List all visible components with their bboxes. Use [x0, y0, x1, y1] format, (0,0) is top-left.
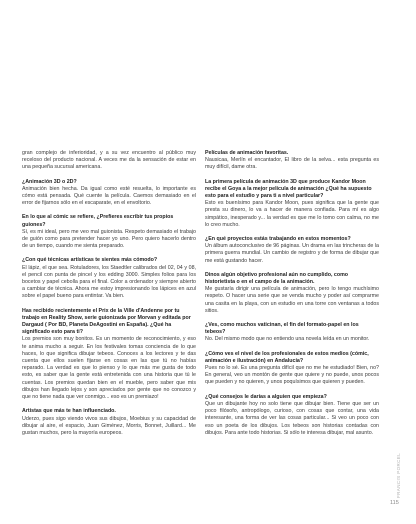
qa-block [22, 408, 196, 437]
answer-text: Me gustaría dirigir una película de animación, pero lo tengo muchísimo respeto. O hacer una serie que se venda mucho y poder así comprarme una casita en la playa, con un estudio en una torre con ventanas a todos sitios. [205, 286, 379, 314]
question-heading: ¿Cómo ves el nivel de los profesionales de estos medios (cómic, animación e ilustración) en Andalucía? [205, 350, 369, 364]
answer-text: No. Del mismo modo que no entiendo una novela leída en un monitor. [205, 336, 370, 343]
qa-block [205, 351, 379, 387]
qa-block [205, 236, 379, 265]
qa-block [205, 272, 379, 315]
vertical-side-label: FRANCIS PORCEL [396, 452, 401, 498]
answer-text: Pues no lo sé. Es una pregunta difícil que no me he estudiado! Bien, no? En general, veo un montón de gente que quiere y no puede, unos pocos que pueden y no quieren, y unos poquísimos que quieren y pueden. [205, 365, 379, 386]
answer-text: Nausicaa, Merlín el encantador, El libro de la selva... esta pregunta es muy difícil, dame otra. [205, 157, 379, 171]
qa-block [22, 179, 196, 208]
answer-text: Un álbum autoconclusivo de 96 páginas. Un drama en las trincheras de la primera guerra mundial. Un cambio de registro y de forma de dibujar que me está gustando hacer. [205, 243, 379, 264]
qa-block [22, 150, 196, 172]
question-heading: ¿En qué proyectos estás trabajando en estos momentos? [205, 236, 351, 243]
answer-text: Esto es buenísimo para Kandor Moon, pues significa que la gente que presta su dinero, lo va a hacer de manera confiada. Para mí es algo simpático, inesperado y... la verdad es que me lo tomo con calma, no me lo creo mucho. [205, 200, 379, 228]
question-heading: ¿Con qué técnicas artísticas te sientes más cómodo? [22, 257, 158, 264]
answer-text: gran complejo de inferioridad, y a su vez encuentro al público muy receloso del producto nacional. A veces me da la sensación de estar en una pequeña sucursal americana. [22, 150, 196, 171]
question-heading: Películas de animación favoritas. [205, 150, 289, 156]
question-heading: Artistas que más te han influenciado. [22, 408, 116, 415]
qa-block [205, 322, 379, 344]
answer-text: El lápiz, el que sea. Rotuladores, los Staedtler calibrados del 02, 04 y 08, el pencil con punta de pincel y los edding 3000. Simples folios para los bocetos y papel cebolla para el final. Color a ordenador y siempre abierto a cambiar de técnica. Ahora me estoy impresionando los lápices en azul sobre el papel bueno para entintar. Va bien. [22, 264, 196, 300]
question-heading: ¿Qué consejos le darías a alguien que empieza? [205, 393, 327, 400]
left-column [22, 150, 196, 444]
right-column [205, 150, 379, 444]
qa-block [22, 308, 196, 402]
qa-block [22, 257, 196, 300]
question-heading: En lo que al cómic se refiere, ¿Prefieres escribir tus propios guiones? [22, 214, 174, 228]
page-number: 115 [390, 500, 399, 506]
question-heading: La primera película de animación 3D que produce Kandor Moon recibe el Goya a la mejor película de animación ¿Qué ha supuesto esto para el estudio y para ti a nivel particular? [205, 178, 372, 200]
question-heading: Dinos algún objetivo profesional aún no cumplido, como historietista o en el campo de la animación. [205, 271, 349, 286]
answer-text: Los premios son muy bonitos. Es un momento de reconocimiento, y eso te anima mucho a seguir. En los festivales tomas conciencia de lo que haces, lo que significa dibujar tebeos. Conoces a los lectores y te das cuenta que ellos suelen fijarse en cosas en las que tú no habías reparado. La verdad es que lo pienso y lo que más me gusta de todo esto, es saber que la gente está entretenida con una historia que tú le cuentas. Los premios quedan bien en el mueble, pero saber que mis dibujos han llegado lejos y son apreciados por gente que no conozco y que no tiene nada que ver conmigo... eso es un premiazo! [22, 336, 196, 401]
qa-block [22, 214, 196, 250]
answer-text: Uderzo, pues sigo viendo vivos sus dibujos, Moebius y su capacidad de dibujar al aire, el espacio, Juan Giménez, Morris, Bonnet, Juillard... Me gustan muchos, pero la mayoría europeos. [22, 415, 196, 436]
answer-text: Sí, es mi ideal, pero me veo mal guionista. Respeto demasiado el trabajo de guión como para pretender hacer yo uno. Pero quiero hacerlo dentro de un tiempo, cuando me sienta preparado. [22, 228, 196, 250]
qa-block [205, 150, 379, 172]
answer-text: Que un dibujante hoy no solo tiene que dibujar bien. Tiene que ser un poco filósofo, antropólogo, curioso, con cosas que contar, una vida interesante, una forma de ver las cosas particular... Si veo un poco con eso un poeta de los dibujos. Los tebeos son historias contadas con dibujos. Para ante todo historias. Si sólo te interesa dibujar, mal asunto. [205, 400, 379, 436]
question-heading: ¿Ves, como muchos vaticinan, el fin del formato-papel en los tebeos? [205, 322, 359, 336]
qa-block [205, 179, 379, 229]
answer-text: Animación bien hecha. Da igual como esté resuelta, lo importante es cómo está pensada. Qué cuente la película. Caemos demasiado en el error de fijarnos sólo en el escaparate, en el envoltorio. [22, 185, 196, 207]
question-heading: ¿Animación 3D o 2D? [22, 178, 77, 185]
qa-block [205, 394, 379, 437]
question-heading: Has recibido recientemente el Prix de la Ville d'Andenne por tu trabajo en Reality Show, serie guionizada por Morvan y editada por Dargaud ( Por BD, Planeta DeAgostini en España). ¿Qué ha significado esto para ti? [22, 307, 191, 336]
